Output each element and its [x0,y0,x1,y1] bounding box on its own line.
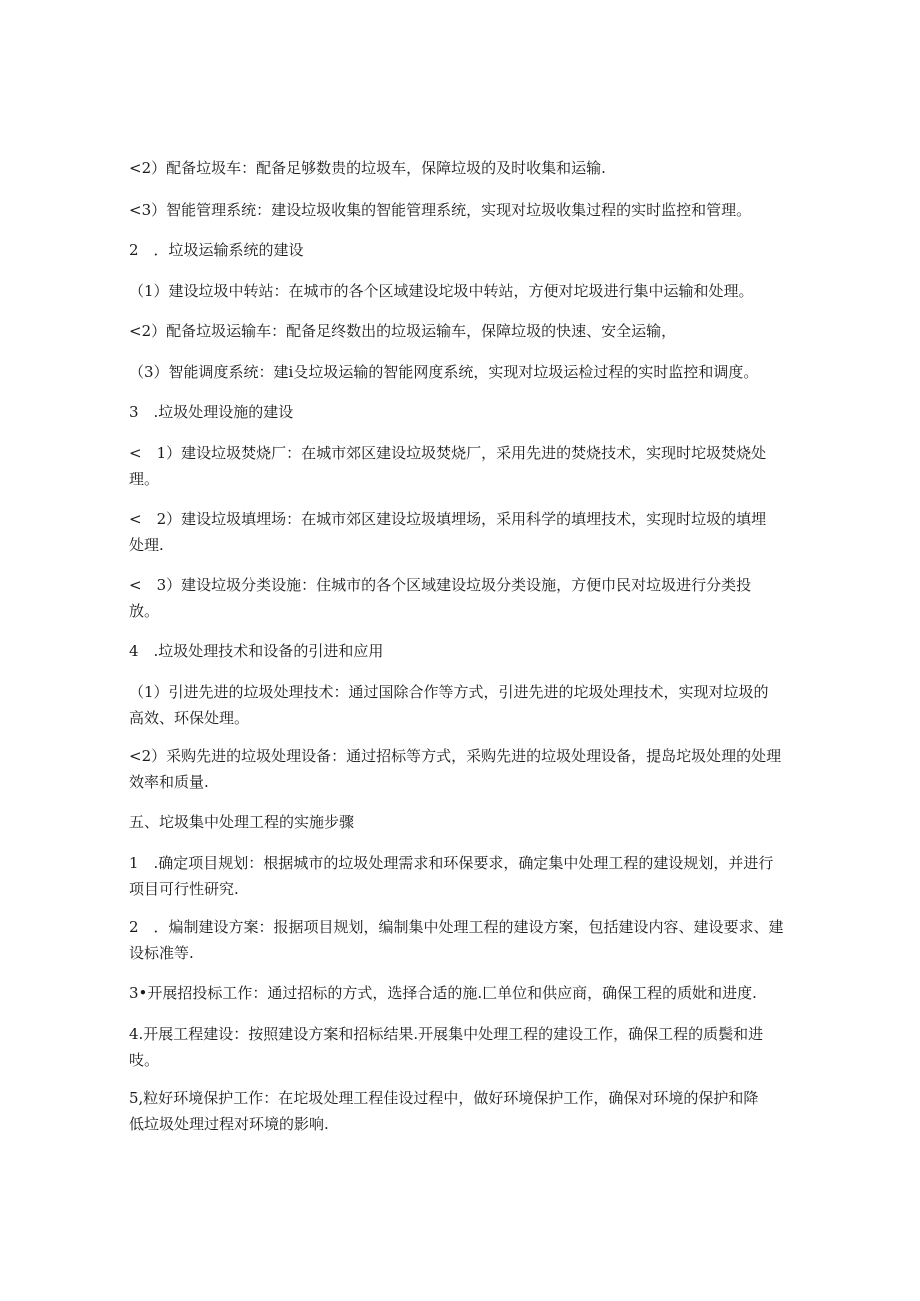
paragraph-construction-plan [129,914,789,966]
paragraph-sorting-facilities [129,572,789,624]
text-line: 设标准等. [129,944,194,962]
paragraph-bidding [129,980,789,1006]
text-line: （3）智能调度系统：建i殳垃圾运输的智能网度系统，实现对垃圾运检过程的实时监控和调度。 [129,363,759,381]
text-line: （1）引进先进的垃圾处理技术：通过国除合作等方式，引进先进的坨圾处理技术，实现对垃圾的 [129,683,769,701]
text-line: 4 .垃圾处理技术和设备的引进和应用 [129,642,384,660]
text-line: 2 ．垃圾运输系统的建设 [129,241,304,259]
text-line: 3•开展招投标工作：通过招标的方式，选择合适的施.匚单位和供应商，确保工程的质妣和进度. [129,984,757,1002]
text-line: 五、坨圾集中处理工程的实施步骤 [129,813,355,831]
paragraph-transport-trucks [129,318,789,344]
paragraph-smart-management [129,197,789,223]
text-line: 低垃圾处理过程对环境的影响. [129,1115,329,1133]
text-line: < 3）建设垃圾分类设施：住城市的各个区域建设垃圾分类设施，方便巾民对垃圾进行分类投 [129,576,752,594]
text-line: 3 .垃圾处理设施的建设 [129,403,294,421]
paragraph-transfer-station [129,278,789,304]
text-line: （1）建设垃圾中转站：在城市的各个区域建设坨圾中转站，方便对坨圾进行集中运输和处理。 [129,282,754,300]
heading-processing-facilities [129,399,789,425]
paragraph-environmental-protection [129,1085,789,1137]
text-line: 效率和质量. [129,773,209,791]
paragraph-incineration-plant [129,440,789,492]
text-line: <2）配备垃圾运输车：配备足终数出的垃圾运输车，保障垃圾的快速、安全运输， [129,322,677,340]
paragraph-purchase-equipment [129,743,789,795]
paragraph-smart-dispatch [129,359,789,385]
text-line: 2 ．煸制建设方案：报据项目规划，编制集中处理工程的建设方案，包括建设内容、建设要求、建 [129,918,784,936]
paragraph-construction [129,1021,789,1073]
text-line: 5,粒好环境保护工作：在坨圾处理工程佳设过程中，做好环境保护工作，确保对环境的保护和降 [129,1089,759,1107]
text-line: 项目可行性研究. [129,880,239,898]
text-line: 1 .确定项目规划：根据城市的垃圾处理需求和环保要求，确定集中处理工程的建设规划，并进行 [129,854,774,872]
text-line: <2）采购先进的垃圾处理设备：通过招标等方式，采购先进的垃圾处理设备，提岛坨圾处理的处理 [129,747,782,765]
text-line: <3）智能管理系统：建设垃圾收集的智能管理系统，实现对垃圾收集过程的实时监控和管理。 [129,201,752,219]
text-line: 4.开展工程建设：按照建设方案和招标结果.开展集中处理工程的建设工作，确保工程的质鬓和进 [129,1025,764,1043]
text-line: 处理. [129,536,164,554]
paragraph-landfill [129,506,789,558]
paragraph-project-planning [129,850,789,902]
text-line: 理。 [129,470,160,488]
heading-transport-system [129,237,789,263]
text-line: < 1）建设垃圾焚烧厂：在城市郊区建设垃圾焚烧厂，采用先进的焚烧技术，实现时坨圾焚烧处 [129,444,767,462]
heading-implementation-steps [129,809,789,835]
text-line: 高效、环保处理。 [129,709,250,727]
paragraph-equip-garbage-trucks [129,155,789,181]
heading-technology-equipment [129,638,789,664]
text-line: <2）配备垃圾车：配备足够数贵的垃圾车，保障垃圾的及时收集和运输. [129,159,606,177]
paragraph-import-technology [129,679,789,731]
text-line: 放。 [129,602,160,620]
text-line: 吱。 [129,1051,160,1069]
text-line: < 2）建设垃圾填埋场：在城市郊区建设垃圾填埋场，采用科学的填埋技术，实现时垃圾的填埋 [129,510,767,528]
